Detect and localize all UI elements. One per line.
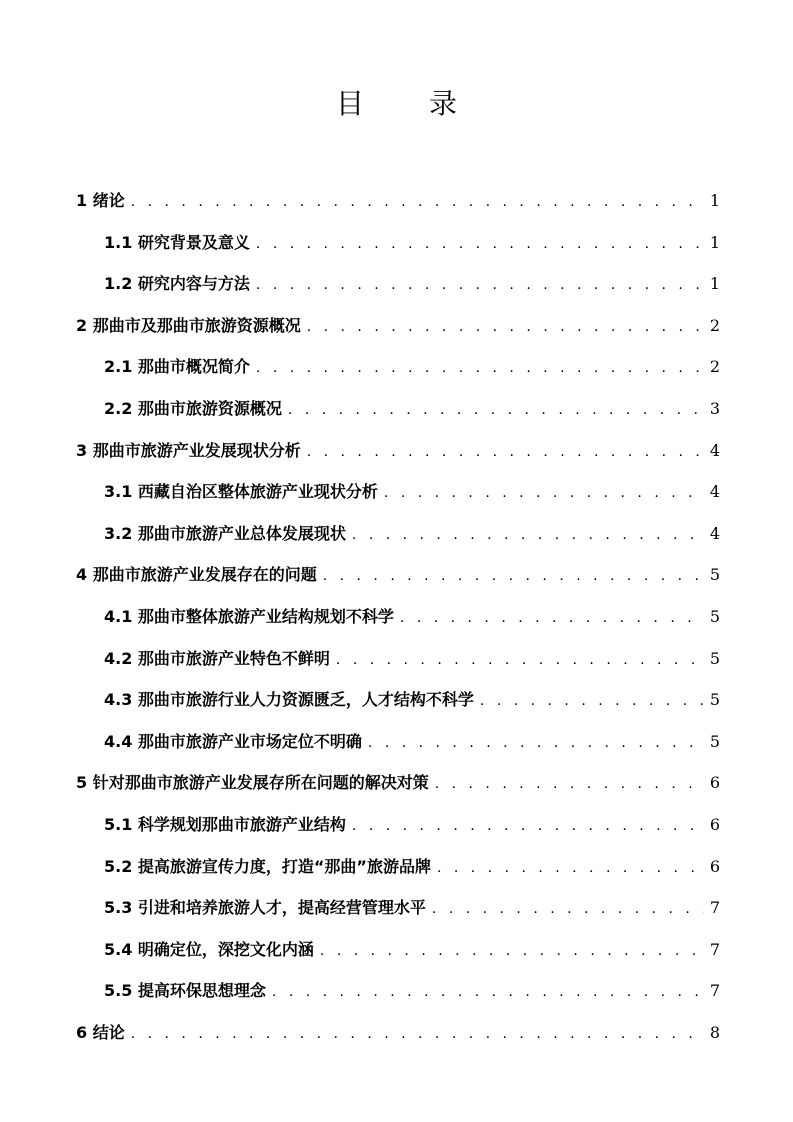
- toc-entry[interactable]: [76, 850, 720, 892]
- toc-leader-dots: [368, 726, 704, 760]
- toc-entry-label: 2.1 那曲市概况简介: [104, 357, 250, 377]
- toc-entry-page-number: 6: [709, 773, 720, 793]
- toc-entry[interactable]: [76, 184, 720, 226]
- table-of-contents: [76, 184, 720, 1057]
- toc-entry-label: 2 那曲市及那曲市旅游资源概况: [76, 315, 301, 335]
- toc-entry-label: 5.2 提高旅游宣传力度，打造“那曲”旅游品牌: [104, 856, 431, 876]
- toc-entry-page-number: 5: [709, 565, 720, 585]
- toc-leader-dots: [272, 975, 704, 1009]
- toc-leader-dots: [384, 476, 704, 510]
- toc-entry-label: 5 针对那曲市旅游产业发展存所在问题的解决对策: [76, 773, 429, 793]
- toc-entry-page-number: 5: [709, 690, 720, 710]
- toc-leader-dots: [435, 767, 704, 801]
- toc-entry-page-number: 1: [709, 232, 720, 252]
- toc-entry[interactable]: [76, 517, 720, 559]
- toc-entry-page-number: 8: [709, 1022, 720, 1042]
- toc-entry[interactable]: [76, 683, 720, 725]
- toc-leader-dots: [352, 809, 704, 843]
- toc-entry[interactable]: [76, 766, 720, 808]
- toc-entry[interactable]: [76, 808, 720, 850]
- toc-entry-label: 4.1 那曲市整体旅游产业结构规划不科学: [104, 606, 394, 626]
- toc-entry-label: 1 绪论: [76, 191, 125, 210]
- toc-entry-label: 5.1 科学规划那曲市旅游产业结构: [104, 814, 346, 834]
- toc-entry[interactable]: [76, 642, 720, 684]
- toc-entry-page-number: 5: [709, 648, 720, 668]
- toc-entry[interactable]: [76, 933, 720, 975]
- toc-entry[interactable]: [76, 434, 720, 476]
- toc-entry-label: 3.1 西藏自治区整体旅游产业现状分析: [104, 482, 378, 502]
- toc-entry-page-number: 7: [709, 981, 720, 1001]
- toc-entry-page-number: 4: [709, 523, 720, 543]
- toc-entry-page-number: 5: [709, 731, 720, 751]
- toc-entry[interactable]: [76, 600, 720, 642]
- toc-title: 目 录: [336, 87, 485, 120]
- toc-leader-dots: [400, 601, 704, 635]
- toc-entry-page-number: 4: [709, 440, 720, 460]
- toc-entry[interactable]: [76, 1016, 720, 1058]
- toc-leader-dots: [437, 851, 704, 885]
- toc-leader-dots: [352, 518, 704, 552]
- toc-leader-dots: [131, 1017, 704, 1051]
- toc-entry-label: 2.2 那曲市旅游资源概况: [104, 398, 282, 418]
- toc-entry-page-number: 7: [709, 939, 720, 959]
- toc-entry-label: 5.4 明确定位，深挖文化内涵: [104, 939, 314, 959]
- toc-leader-dots: [432, 892, 704, 926]
- toc-leader-dots: [307, 435, 704, 469]
- toc-entry-page-number: 6: [709, 856, 720, 876]
- toc-entry-label: 1.1 研究背景及意义: [104, 232, 250, 252]
- toc-entry-label: 1.2 研究内容与方法: [104, 274, 250, 294]
- toc-leader-dots: [336, 643, 704, 677]
- toc-entry-page-number: 2: [709, 315, 720, 335]
- toc-entry[interactable]: [76, 891, 720, 933]
- toc-entry[interactable]: [76, 309, 720, 351]
- toc-entry-page-number: 4: [709, 482, 720, 502]
- toc-entry-label: 3 那曲市旅游产业发展现状分析: [76, 440, 301, 460]
- toc-leader-dots: [131, 185, 704, 219]
- toc-entry-label: 5.3 引进和培养旅游人才，提高经营管理水平: [104, 898, 426, 918]
- toc-entry-label: 6 结论: [76, 1022, 125, 1042]
- toc-entry[interactable]: [76, 392, 720, 434]
- toc-entry-label: 4.2 那曲市旅游产业特色不鲜明: [104, 648, 330, 668]
- toc-entry-page-number: 7: [709, 898, 720, 918]
- toc-entry-page-number: 1: [709, 274, 720, 294]
- toc-entry-label: 3.2 那曲市旅游产业总体发展现状: [104, 523, 346, 543]
- toc-entry-label: 4 那曲市旅游产业发展存在的问题: [76, 565, 317, 585]
- toc-leader-dots: [320, 934, 704, 968]
- toc-entry[interactable]: [76, 267, 720, 309]
- toc-entry[interactable]: [76, 475, 720, 517]
- toc-entry-page-number: 3: [709, 398, 720, 418]
- toc-entry[interactable]: [76, 558, 720, 600]
- toc-entry[interactable]: [76, 974, 720, 1016]
- toc-leader-dots: [288, 393, 704, 427]
- toc-entry-page-number: 5: [709, 606, 720, 626]
- toc-entry-label: 5.5 提高环保思想理念: [104, 981, 266, 1001]
- toc-leader-dots: [256, 227, 704, 261]
- toc-leader-dots: [323, 559, 704, 593]
- toc-leader-dots: [256, 351, 704, 385]
- toc-leader-dots: [480, 684, 704, 718]
- toc-entry[interactable]: [76, 226, 720, 268]
- toc-leader-dots: [256, 268, 704, 302]
- toc-entry[interactable]: [76, 350, 720, 392]
- toc-entry-page-number: 6: [709, 814, 720, 834]
- toc-entry[interactable]: [76, 725, 720, 767]
- toc-leader-dots: [307, 310, 704, 344]
- toc-entry-page-number: 1: [709, 191, 720, 210]
- toc-entry-page-number: 2: [709, 357, 720, 377]
- toc-entry-label: 4.3 那曲市旅游行业人力资源匮乏，人才结构不科学: [104, 690, 474, 710]
- toc-entry-label: 4.4 那曲市旅游产业市场定位不明确: [104, 731, 362, 751]
